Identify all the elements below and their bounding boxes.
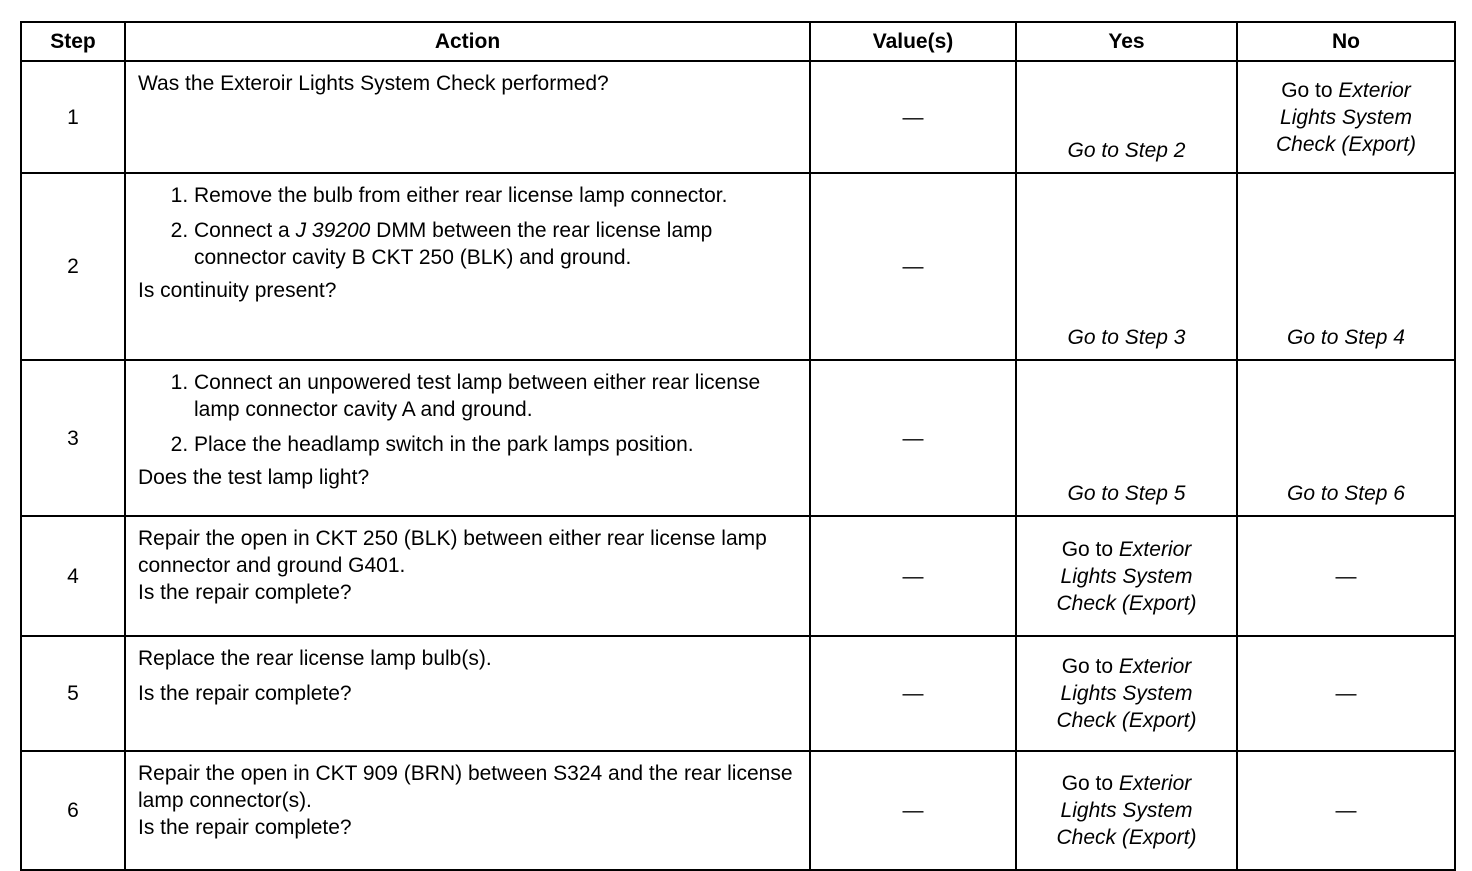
- no-cell: [1237, 61, 1455, 173]
- empty-dash: —: [902, 682, 924, 705]
- goto-prefix: Go to: [1061, 655, 1114, 678]
- goto-prefix: Go to: [1281, 78, 1333, 102]
- table-row: [21, 173, 1455, 360]
- value-cell: [810, 516, 1016, 636]
- step-number: 6: [21, 751, 125, 870]
- header-yes: Yes: [1016, 22, 1237, 61]
- table-row: [21, 516, 1455, 636]
- no-goto-link[interactable]: [1238, 77, 1454, 158]
- action-cell: [125, 173, 810, 360]
- step-number: 3: [21, 360, 125, 516]
- tool-reference: J 39200: [295, 219, 371, 242]
- no-cell: [1237, 516, 1455, 636]
- table-row: [21, 751, 1455, 870]
- yes-goto-link[interactable]: Go to Step 3: [1067, 326, 1186, 349]
- empty-dash: —: [1335, 799, 1357, 822]
- goto-ref-part: Check (Export): [1056, 709, 1197, 732]
- action-list: [138, 369, 799, 458]
- value-cell: [810, 173, 1016, 360]
- action-text: Connect a: [194, 219, 296, 242]
- header-values: Value(s): [810, 22, 1016, 61]
- yes-cell: [1016, 751, 1237, 870]
- action-question: Is the repair complete?: [138, 816, 352, 839]
- action-text: Repair the open in CKT 250 (BLK) between either rear license lamp connector and ground G401.: [138, 527, 767, 577]
- action-question: Is continuity present?: [138, 279, 337, 302]
- goto-ref-part: Check (Export): [1275, 132, 1417, 156]
- header-row: [21, 22, 1455, 61]
- action-cell: [125, 360, 810, 516]
- action-item: 1. Remove the bulb from either rear license lamp connector.: [194, 182, 799, 209]
- empty-dash: —: [1335, 564, 1357, 588]
- goto-ref-part: Exterior: [1118, 537, 1192, 561]
- empty-dash: —: [902, 426, 924, 450]
- value-cell: [810, 61, 1016, 173]
- goto-ref-part: Lights System: [1060, 682, 1193, 705]
- header-step: Step: [21, 22, 125, 61]
- goto-ref-part: Lights System: [1060, 799, 1193, 822]
- action-question: Was the Exteroir Lights System Check performed?: [138, 72, 609, 95]
- action-text: Repair the open in CKT 909 (BRN) between S324 and the rear license lamp connector(s).: [138, 762, 793, 812]
- step-number: 2: [21, 173, 125, 360]
- goto-prefix: Go to: [1061, 772, 1114, 795]
- yes-goto-link[interactable]: [1017, 770, 1236, 851]
- yes-cell: [1016, 173, 1237, 360]
- no-goto-link[interactable]: Go to Step 4: [1287, 326, 1405, 349]
- yes-cell: [1016, 360, 1237, 516]
- goto-ref-part: Lights System: [1060, 564, 1193, 588]
- yes-goto-link[interactable]: [1017, 653, 1236, 734]
- action-text: DMM between the rear license lamp connector cavity B CKT 250 (BLK) and ground.: [194, 219, 713, 269]
- header-action: Action: [125, 22, 810, 61]
- no-cell: [1237, 636, 1455, 751]
- no-goto-link[interactable]: Go to Step 6: [1287, 482, 1405, 505]
- action-text: Replace the rear license lamp bulb(s).: [138, 647, 492, 670]
- step-number: 1: [21, 61, 125, 173]
- no-cell: [1237, 173, 1455, 360]
- yes-goto-link[interactable]: Go to Step 5: [1067, 482, 1186, 505]
- empty-dash: —: [902, 564, 924, 588]
- empty-dash: —: [902, 255, 924, 278]
- step-number: 4: [21, 516, 125, 636]
- header-no: No: [1237, 22, 1455, 61]
- action-item: 1. Connect an unpowered test lamp between either rear license lamp connector cavity A and ground.: [194, 369, 799, 423]
- value-cell: [810, 751, 1016, 870]
- action-cell: [125, 636, 810, 751]
- empty-dash: —: [1335, 682, 1357, 705]
- empty-dash: —: [902, 799, 924, 822]
- table-row: [21, 636, 1455, 751]
- action-cell: [125, 61, 810, 173]
- goto-ref-part: Lights System: [1280, 105, 1412, 129]
- action-item: 2. Place the headlamp switch in the park lamps position.: [194, 431, 799, 458]
- goto-ref-part: Check (Export): [1056, 826, 1197, 849]
- no-cell: [1237, 751, 1455, 870]
- yes-goto-link[interactable]: [1017, 536, 1236, 617]
- goto-ref-part: Exterior: [1118, 772, 1192, 795]
- action-item: [194, 217, 799, 271]
- table-row: [21, 61, 1455, 173]
- goto-ref-part: Exterior: [1118, 655, 1192, 678]
- yes-cell: [1016, 61, 1237, 173]
- goto-ref-part: Exterior: [1338, 78, 1411, 102]
- action-question: Is the repair complete?: [138, 682, 352, 705]
- value-cell: [810, 360, 1016, 516]
- yes-cell: [1016, 516, 1237, 636]
- empty-dash: —: [902, 105, 924, 129]
- step-number: 5: [21, 636, 125, 751]
- action-cell: [125, 751, 810, 870]
- action-question: Is the repair complete?: [138, 581, 352, 604]
- yes-cell: [1016, 636, 1237, 751]
- goto-prefix: Go to: [1061, 537, 1114, 561]
- action-cell: [125, 516, 810, 636]
- value-cell: [810, 636, 1016, 751]
- goto-ref-part: Check (Export): [1056, 591, 1197, 615]
- diagnostic-table: [20, 21, 1456, 871]
- table-row: [21, 360, 1455, 516]
- action-list: [138, 182, 799, 271]
- no-cell: [1237, 360, 1455, 516]
- yes-goto-link[interactable]: Go to Step 2: [1067, 139, 1186, 162]
- action-question: Does the test lamp light?: [138, 466, 370, 489]
